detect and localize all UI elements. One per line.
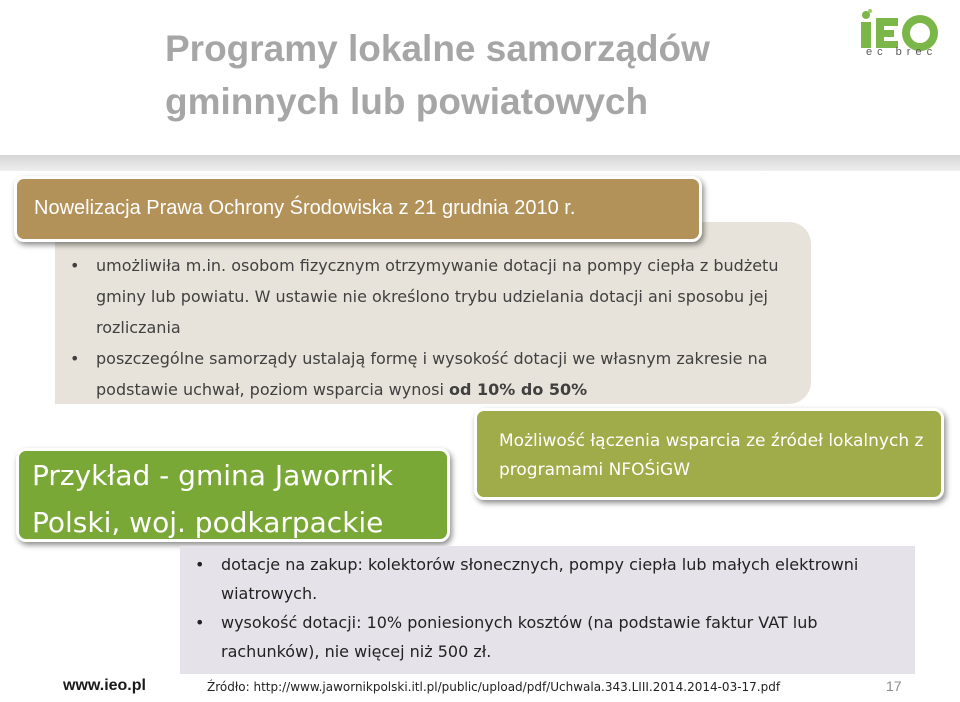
footer-website-link[interactable]: www.ieo.pl [63, 677, 146, 694]
law-bullet-1: • umożliwiła m.in. osobom fizycznym otrzymywanie dotacji na pompy ciepła z budżetu gminy lub powiatu. W ustawie nie określono trybu udzielania dotacji ani sposobu jej rozliczania [70, 250, 790, 343]
law-header: Nowelizacja Prawa Ochrony Środowiska z 21 grudnia 2010 r. [14, 176, 702, 242]
slide-title: Programy lokalne samorządów gminnych lub powiatowych [165, 28, 710, 122]
footer-source[interactable]: Źródło: http://www.jawornikpolski.itl.pl/public/upload/pdf/Uchwala.343.LIII.2014.2014-03-17.pdf [207, 680, 781, 694]
support-bullet-1: • dotacje na zakup: kolektorów słonecznych, pompy ciepła lub małych elektrowni wiatrowych. [195, 550, 905, 608]
example-line-1: Przykład - gmina Jawornik [32, 459, 394, 492]
page-number: 17 [886, 678, 902, 694]
support-range: od 10% do 50% [449, 380, 588, 399]
support-bullet-list [195, 550, 905, 666]
example-title [32, 452, 462, 546]
example-line-2: Polski, woj. podkarpackie [32, 506, 384, 539]
law-bullet-2: • poszczególne samorządy ustalają formę i wysokość dotacji we własnym zakresie na podstawie uchwał, poziom wsparcia wynosi od 10% do 50% [70, 343, 790, 405]
law-bullet-list [70, 250, 790, 405]
combo-box: Możliwość łączenia wsparcia ze źródeł lokalnych z programami NFOŚiGW [474, 408, 944, 500]
ieo-logo [856, 6, 952, 68]
divider-bar [0, 155, 960, 171]
logo-subtitle: ec brec [866, 46, 938, 58]
support-bullet-2: • wysokość dotacji: 10% poniesionych kosztów (na podstawie faktur VAT lub rachunków), nie więcej niż 500 zł. [195, 608, 905, 666]
